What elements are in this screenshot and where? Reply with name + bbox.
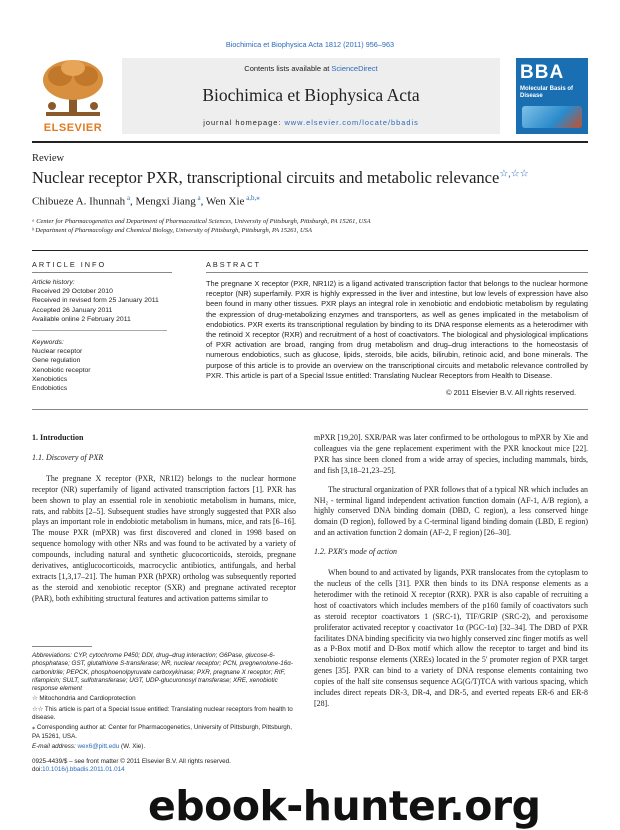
history-item: Accepted 26 January 2011 [32, 306, 113, 314]
doi-line [32, 766, 231, 774]
author-name[interactable]: Mengxi Jiang [135, 195, 196, 208]
keywords-label: Keywords: [32, 339, 64, 347]
abstract-copyright: © 2011 Elsevier B.V. All rights reserved. [446, 388, 576, 397]
body-paragraph: The pregnane X receptor (PXR, NR1I2) belongs to the nuclear hormone receptor (NR) superfamily of ligand activated transcription factors [1]. PXR has been shown to play an essential role in xenobiotic metabolism in humans, mice, rats, and rabbits [2–5]. Subsequent studies have strongly suggested that PXR also plays an important role in endobiotic metabolism in humans, mice, and rats [6–16]. The mouse PXR (mPXR) was first discovered and cloned in 1998 based on sequence homology with other NRs and was found to be activated by a variety of compounds, including natural and synthetic glucocorticoids, steroids, pregnane derivatives, antiglucocorticoids, macrocyclic antibiotics, antifungals, and herbal extracts [1,3,17–21]. The human PXR (hPXR) ortholog was subsequently reported as the steroid and xenobiotic receptor (SXR) and pregnane activated receptor (PAR), both exhibiting structural features and activation patterns similar to [32, 473, 296, 603]
history-item: Received 29 October 2010 [32, 288, 113, 296]
article-info [32, 278, 167, 393]
footnote-star1: ☆ Mitochondria and Cardioprotection [32, 695, 136, 703]
doi-link[interactable]: 10.1016/j.bbadis.2011.01.014 [42, 766, 125, 773]
email-link[interactable]: wex6@pitt.edu [77, 742, 120, 750]
journal-masthead [122, 58, 500, 134]
journal-citation[interactable]: Biochimica et Biophysica Acta 1812 (2011) 956–963 [225, 40, 395, 49]
tree-emblem-icon [32, 58, 114, 120]
keyword: Xenobiotic receptor [32, 366, 91, 374]
abstract-bottom-rule [32, 409, 588, 410]
issn-line: 0925-4439/$ – see front matter © 2011 Elsevier B.V. All rights reserved. [32, 758, 231, 765]
history-item: Received in revised form 25 January 2011 [32, 297, 159, 305]
page-footer [32, 758, 231, 774]
abstract-rule [206, 272, 588, 273]
email-suffix: (W. Xie). [119, 742, 146, 750]
author-affil-mark: a,b,⁎ [246, 194, 260, 202]
body-column-left [32, 433, 296, 613]
abbreviations-footnote: Abbreviations: CYP, cytochrome P450; DDI, drug–drug interaction; G6Pase, glucose-6-phosphatase; GST, glutathione S-transferase; NR, nuclear receptor; PCN, pregnenolone-16α-carbonitrile; PEPCK, phosphoenolpyruvate carboxykinase; PXR, pregnane X receptor; RIF, rifampicin; SULT, sulfotransferase; UGT, UDP-glucuronosyl transferase; XRE, xenobiotic response element [32, 652, 293, 693]
journal-title: Biochimica et Biophysica Acta [202, 85, 420, 105]
author-name[interactable]: Chibueze A. Ihunnah [32, 195, 126, 208]
homepage-prefix: journal homepage: [203, 118, 285, 127]
header-rule [32, 141, 588, 143]
cover-title: BBA [520, 62, 565, 83]
article-type: Review [32, 153, 65, 164]
cover-subtitle: Molecular Basis of Disease [520, 86, 574, 99]
history-item: Available online 2 February 2011 [32, 315, 131, 323]
journal-header [32, 58, 588, 134]
subsection-heading: 1.2. PXR's mode of action [314, 547, 398, 557]
cover-art [522, 106, 582, 128]
article-title [32, 168, 588, 188]
info-rule [32, 272, 172, 273]
homepage-link[interactable]: www.elsevier.com/locate/bbadis [284, 118, 419, 127]
article-info-heading: ARTICLE INFO [32, 260, 107, 269]
subsection-heading: 1.1. Discovery of PXR [32, 452, 104, 462]
keyword: Gene regulation [32, 357, 81, 365]
body-paragraph: When bound to and activated by ligands, PXR translocates from the cytoplasm to the nucleus of the cells [31]. PXR then binds to its DNA response elements as a heterodimer with the retinoid X receptor (RXR). PXR is also capable of recruiting a host of coactivators which includes members of the p160 family of coactivators such as steroid receptor coactivators 1 (SRC-1), TIF/GRIP (SRC-2), and peroxisome proliferator activated receptor γ coactivator 1α (PGC-1α) [32–34]. The DBD of PXR facilitates DNA binding specificity via two highly conserved zinc finger motifs as well as a P-Box motif and D-Box motif which allow the receptor to target and bind its xenobiotic response elements (XREs) located in the 5′ promoter region of PXR target genes [35]. PXR can bind to a variety of DNA response elements containing two copies of the half site consensus sequence AG(G/T)TCA with various spacing, which includes direct repeats DR-3, DR-4, and DR-5, and everted repeats ER-6 and ER-8 [28]. [314, 568, 588, 708]
journal-cover[interactable] [516, 58, 588, 134]
footnotes [32, 652, 296, 753]
email-footnote [32, 743, 296, 751]
footnote-rule [32, 646, 92, 647]
author-affil-mark: a [126, 194, 131, 202]
abstract-text: The pregnane X receptor (PXR, NR1I2) is a ligand activated transcription factor that belongs to the nuclear hormone receptor (NR) superfamily. PXR is highly expressed in the liver and intestine, but low levels of expression have also been found in many other tissues. PXR plays an integral role in xenobiotic and endobiotic metabolism by regulating the expression of drug-metabolizing enzymes and transporters, as well as genes implicated in the metabolism of endobiotics. PXR exerts its transcriptional regulation by binding to its DNA response elements as a heterodimer with the retinoid X receptor (RXR) and recruitment of a host of coactivators. The biological and physiological implications of PXR activation are broad, ranging from drug metabolism and drug–drug interactions to the homeostasis of numerous endobiotics, such as glucose, lipids, steroids, bile acids, bilirubin, retinoic acid, and bone minerals. The purpose of this article is to provide an overview on the transcriptional circuits and metabolic relevance controlled by PXR. This article is part of a Special Issue entitled: Translating Nuclear Receptors from Health to Disease. [206, 279, 588, 380]
article-title-text: Nuclear receptor PXR, transcriptional circuits and metabolic relevance [32, 168, 500, 187]
author-affil-mark: a [197, 194, 201, 202]
corresponding-author-footnote: ⁎ Corresponding author at: Center for Pharmacogenetics, University of Pittsburgh, Pittsburgh, PA 15261, USA. [32, 724, 293, 740]
keyword: Nuclear receptor [32, 348, 83, 356]
email-label: E-mail address: [32, 742, 78, 750]
contents-line [122, 64, 500, 73]
affiliation-b: ᵇ Department of Pharmacology and Chemical Biology, University of Pittsburgh, Pittsburgh, PA 15261, USA [32, 227, 312, 234]
section-heading: 1. Introduction [32, 433, 84, 442]
footnote-star2: ☆☆ This article is part of a Special Issue entitled: Translating nuclear receptors from health to disease. [32, 705, 293, 722]
keyword: Xenobiotics [32, 375, 68, 383]
abstract-heading: ABSTRACT [206, 260, 261, 269]
body-paragraph: mPXR [19,20]. SXR/PAR was later confirmed to be orthologous to mPXR by Xie and colleagues via the gene replacement experiment with the PXR knockout mice [22]. PXR has since been cloned from a wide array of species, including mammals, birds, and fish [3,18–21,23–25]. [314, 433, 588, 475]
keywords-rule [32, 330, 167, 331]
history-label: Article history: [32, 279, 75, 286]
publisher-name: ELSEVIER [43, 122, 103, 134]
keyword: Endobiotics [32, 385, 68, 393]
affiliation-rule [32, 250, 588, 251]
contents-prefix: Contents lists available at [244, 64, 332, 73]
affiliation-a: ᵃ Center for Pharmacogenetics and Department of Pharmaceutical Sciences, University of Pittsburgh, Pittsburgh, PA 15261, USA [32, 218, 371, 225]
author-list: Chibueze A. Ihunnah $^a$, Mengxi Jiang $^a$, Wen Xie $^{a,b,⁎}$ [32, 194, 260, 208]
body-paragraph: The structural organization of PXR follows that of a typical NR which includes an NH₂ - terminal ligand independent activation function domain (AF-1, A/B region), a highly conserved DNA binding domain (DBD, C region), a less conserved hinge domain (D region), followed by a C-terminal ligand binding domain (LBD, E region) and an activation function 2 domain (AF-2, F region) [26–30]. [314, 484, 588, 538]
body-column-right [314, 433, 588, 718]
doi-prefix: doi: [32, 766, 43, 773]
publisher-logo[interactable] [32, 58, 114, 134]
sciencedirect-link[interactable]: ScienceDirect [331, 64, 378, 73]
title-footnote-marks[interactable]: ☆,☆☆ [499, 168, 529, 180]
homepage-line [122, 118, 500, 127]
watermark: ebook-hunter.org [148, 782, 541, 830]
author-name[interactable]: Wen Xie [205, 195, 245, 208]
